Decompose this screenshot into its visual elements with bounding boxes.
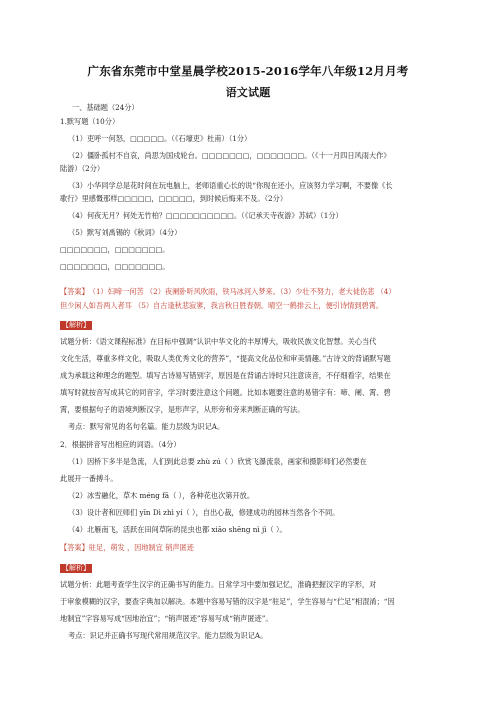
answer-2-tag: 【答案】 bbox=[60, 543, 89, 552]
document-subtitle: 语文试题 bbox=[225, 86, 271, 99]
analysis-2-line-1: 试题分析：此题考查学生汉字的正确书写的能力。日常学习中要加强记忆，准确把握汉字的字形，对 bbox=[60, 580, 377, 589]
answer-1-line-2: 但少闲人如吾两人者耳 （5）自古逢秋悲寂寥，我言秋日胜春朝。晴空一鹤排云上，便引诗情到碧霄。 bbox=[60, 301, 384, 310]
analysis-1-line-5: 霄，要根据句子的语境判断汉字，是形声字，从形旁和旁来判断正确的写法。 bbox=[60, 405, 305, 414]
question-1-line: （1）吏呼一何怒，□□□□□。（《石壕吏》杜甫）（1分） bbox=[68, 134, 252, 143]
analysis-2-tag: 【解析】 bbox=[62, 564, 90, 572]
analysis-1-point: 考点：默写常见的名句名篇。能力层级为识记A。 bbox=[68, 422, 225, 431]
question-2-heading: 2．根据拼音写出相应的词语。（4分） bbox=[60, 440, 181, 449]
analysis-1-line-2: 文化生活，尊重多样文化，吸取人类优秀文化的营养”，“提高文化品位和审美情趣。”古诗文的背诵默写题 bbox=[60, 354, 391, 363]
question-1-line: □□□□□□□，□□□□□□□。 bbox=[60, 262, 170, 271]
question-1-line: 1.默写题（10分） bbox=[60, 117, 120, 126]
analysis-2-line-2: 于审象模糊的汉字，要查字典加以解决。本题中容易写错的汉字是“驻足”，学生容易与“伫足”相混淆；“因 bbox=[60, 597, 395, 606]
answer-tag: 【答案】 bbox=[60, 287, 89, 296]
analysis-1-line-3: 成为承载这种理念的题型。填写古诗易写错别字，原因是在背诵古诗时只注意读音，不仔细看字，结果在 bbox=[60, 371, 391, 380]
question-2-item-4: （4）北雁南飞，活跃在田间草际的昆虫也都 xiāo shēng nì jì（ ）。 bbox=[68, 525, 287, 534]
answer-2 bbox=[60, 543, 460, 553]
analysis-2-point: 考点：识记并正确书写现代常用规范汉字。能力层级为识记A。 bbox=[68, 631, 268, 640]
answer-2-text: 驻足，萌发 ，因地制宜 销声匿迹 bbox=[88, 543, 194, 552]
question-1-line: （5）默写刘禹锡的《秋词》（4分） bbox=[68, 228, 182, 237]
question-2-item-2: （2）冰雪融化，草木 méng fā（ ），各种花也次第开放。 bbox=[68, 491, 255, 500]
question-1-line: □□□□□□□，□□□□□□□。 bbox=[60, 245, 170, 254]
analysis-1-tag-row bbox=[60, 320, 460, 330]
analysis-2-line-3: 地制宜”字容易写成“因地治宜”；“销声匿迹”容易写成“销声匿迹”。 bbox=[60, 614, 273, 623]
question-2-item-1: （1）因桥下多半是急流，人们到此总要 zhù zú（ ）欣赏飞瀑流泉，画家和摄影师们必然要在 bbox=[68, 457, 367, 466]
analysis-2-tag-row bbox=[60, 563, 460, 573]
answer-1 bbox=[60, 287, 460, 297]
analysis-tag: 【解析】 bbox=[62, 321, 90, 329]
question-1-line: 陆游）（2分） bbox=[60, 164, 105, 173]
question-1-line: （3）小华同学总是花时间在玩电脑上，老师语重心长的说“你现在还小，应该努力学习啊，不要像《长 bbox=[68, 181, 393, 190]
question-1-line: 歌行》里感慨那样□□□□□，□□□□□，到时候后悔来不及。（2分） bbox=[60, 194, 288, 203]
question-1-line: （4）何夜无月？何处无竹柏？□□□□□□□□□□。（《记承天寺夜游》苏轼）（1分） bbox=[68, 211, 343, 220]
analysis-1-line-4: 填写时就按音写成其它的同音字，学习时要注意这个问题。比如本题要注意的易错字有：啼、阑、霄、碧 bbox=[60, 388, 391, 397]
document-title: 广东省东莞市中堂星晨学校2015-2016学年八年级12月月考 bbox=[87, 64, 409, 78]
question-1-line: 一、基础题（24分） bbox=[72, 103, 139, 112]
analysis-1-line-1: 试题分析：《语文课程标准》在目标中强调“认识中华文化的丰厚博大，吸收民族文化智慧。关心当代 bbox=[60, 337, 377, 346]
question-2-item-3: （3）设计者和匠师们 yīn Dì zhì yí（ ），自出心裁，修建成功的园林当然各个不同。 bbox=[68, 508, 340, 517]
question-1-line: （2）僵卧孤村不自哀，尚思为国戍轮台。□□□□□□□，□□□□□□□。（《十一月四日风雨大作》 bbox=[68, 151, 391, 160]
answer-1-line-1: （1）妇啼一何苦 （2）夜阑卧听风吹雨，铁马冰河入梦来。（3）少壮不努力，老大徒伤悲 （4） bbox=[88, 287, 396, 296]
question-2-item-1-cont: 此展开一番搏斗。 bbox=[60, 474, 118, 483]
